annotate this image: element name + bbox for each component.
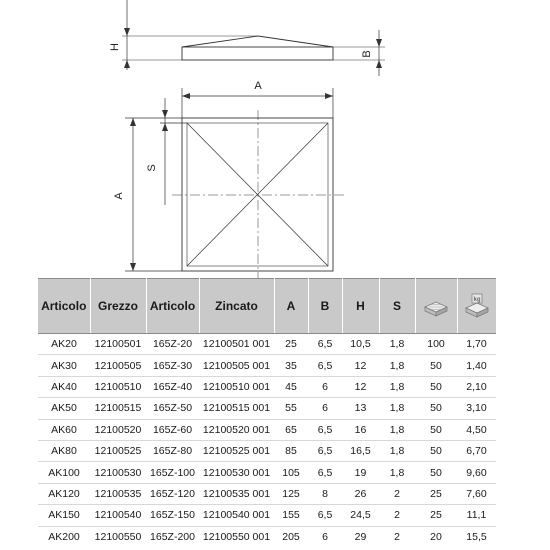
cell-weight: 3,10 [457,398,496,419]
header-articolo-grezzo: Articolo [38,279,90,334]
cell-s: 1,8 [379,462,415,483]
spec-table [38,278,496,547]
cell-h: 24,5 [342,505,379,526]
cell-articolo-zincato: 165Z-50 [146,398,199,419]
cell-h: 16,5 [342,440,379,461]
cell-a: 25 [274,334,308,355]
cell-a: 35 [274,355,308,376]
cell-zincato: 12100550 001 [202,530,271,543]
cell-s: 2 [379,505,415,526]
cell-articolo-zincato: 165Z-80 [146,440,199,461]
header-a: A [274,279,308,334]
cell-articolo-zincato: 165Z-20 [146,334,199,355]
table-row [38,483,496,504]
cell-zincato: 12100515 001 [199,398,274,419]
table-header-row [38,279,496,334]
cell-articolo-grezzo: AK200 [48,530,80,543]
cell-h: 16 [342,419,379,440]
weight-scale-icon [463,292,491,320]
svg-text:kg: kg [473,297,481,303]
cell-h: 12 [342,376,379,397]
label-b: B [361,50,373,58]
cell-quantity: 50 [415,355,457,376]
cell-articolo-grezzo: AK20 [38,334,90,355]
cell-grezzo: 12100540 [90,505,146,526]
cell-quantity: 25 [415,505,457,526]
plan-view [172,110,344,278]
cell-b: 6 [308,376,342,397]
cell-h: 10,5 [342,334,379,355]
header-h: H [342,279,379,334]
cell-articolo-zincato: 165Z-120 [146,483,199,504]
cell-quantity: 50 [415,419,457,440]
cell-zincato: 12100535 001 [199,483,274,504]
label-a-side: A [113,192,125,200]
cell-s: 1,8 [379,440,415,461]
cell-b: 6,5 [308,334,342,355]
cell-zincato: 12100525 001 [199,440,274,461]
cell-quantity: 50 [415,462,457,483]
cell-articolo-zincato: 165Z-40 [146,376,199,397]
cell-quantity: 50 [415,376,457,397]
cell-articolo-grezzo: AK120 [38,483,90,504]
table-row [38,355,496,376]
cell-articolo-grezzo: AK50 [38,398,90,419]
cell-zincato: 12100520 001 [199,419,274,440]
header-quantity [415,279,457,334]
cell-b: 8 [308,483,342,504]
cell-s: 1,8 [379,398,415,419]
cell-s: 1,8 [379,355,415,376]
boxes-quantity-icon [422,292,450,320]
cell-b: 6 [322,530,328,543]
table-row [38,526,496,547]
cell-zincato: 12100510 001 [199,376,274,397]
cell-h: 26 [342,483,379,504]
header-weight [457,279,496,334]
cell-weight: 2,10 [457,376,496,397]
cell-s: 1,8 [379,419,415,440]
cell-quantity: 100 [415,334,457,355]
cell-grezzo: 12100530 [90,462,146,483]
cell-grezzo: 12100535 [90,483,146,504]
cell-zincato: 12100540 001 [199,505,274,526]
header-grezzo: Grezzo [90,279,146,334]
cell-a: 205 [282,530,300,543]
cell-b: 6,5 [308,419,342,440]
cell-a: 105 [274,462,308,483]
cell-quantity: 50 [415,440,457,461]
cell-b: 6,5 [308,505,342,526]
cell-weight: 15,5 [466,530,487,543]
cell-weight: 4,50 [457,419,496,440]
cell-b: 6,5 [308,462,342,483]
cell-quantity: 25 [415,483,457,504]
cell-articolo-grezzo: AK150 [38,505,90,526]
cell-weight: 7,60 [457,483,496,504]
cell-grezzo: 12100505 [90,355,146,376]
cell-s: 2 [379,483,415,504]
header-b: B [308,279,342,334]
cell-weight: 1,70 [457,334,496,355]
cell-a: 125 [274,483,308,504]
table-row [38,505,496,526]
cell-a: 85 [274,440,308,461]
table-row [38,334,496,355]
cell-articolo-grezzo: AK40 [38,376,90,397]
dimension-s [160,98,187,205]
cell-h: 29 [354,530,367,543]
cell-h: 12 [342,355,379,376]
cell-b: 6 [308,398,342,419]
cell-zincato: 12100530 001 [199,462,274,483]
cell-articolo-zincato: 165Z-30 [146,355,199,376]
cell-zincato: 12100501 001 [199,334,274,355]
cell-articolo-grezzo: AK80 [38,440,90,461]
dimension-a-side [125,118,182,271]
label-s: S [146,164,158,172]
table-row [38,398,496,419]
cell-a: 55 [274,398,308,419]
cell-a: 65 [274,419,308,440]
cell-weight: 11,1 [457,505,496,526]
table-row [38,419,496,440]
dimension-a-top [182,88,333,118]
cell-grezzo: 12100520 [90,419,146,440]
cell-h: 19 [342,462,379,483]
label-h: H [109,43,121,51]
cell-grezzo: 12100525 [90,440,146,461]
header-articolo-zincato: Articolo [146,279,199,334]
cell-zincato: 12100505 001 [199,355,274,376]
cell-articolo-grezzo: AK30 [38,355,90,376]
cell-a: 45 [274,376,308,397]
header-s: S [379,279,415,334]
cell-articolo-zincato: 165Z-100 [146,462,199,483]
cell-weight: 6,70 [457,440,496,461]
table-row [38,376,496,397]
cell-weight: 9,60 [457,462,496,483]
side-view [122,0,385,76]
table-row [38,440,496,461]
cell-articolo-grezzo: AK60 [38,419,90,440]
cell-articolo-grezzo: AK100 [38,462,90,483]
cell-b: 6,5 [308,355,342,376]
cell-weight: 1,40 [457,355,496,376]
cell-articolo-zincato: 165Z-60 [146,419,199,440]
cell-grezzo: 12100515 [90,398,146,419]
table-row [38,462,496,483]
cell-b: 6,5 [308,440,342,461]
cell-grezzo: 12100501 [90,334,146,355]
cell-s: 2 [394,530,400,543]
cell-a: 155 [274,505,308,526]
cell-quantity: 50 [415,398,457,419]
label-a-top: A [254,80,262,92]
cell-s: 1,8 [379,334,415,355]
cell-grezzo: 12100550 [94,530,142,543]
cell-articolo-zincato: 165Z-150 [146,505,199,526]
header-zincato: Zincato [199,279,274,334]
table-body [38,334,496,547]
cell-quantity: 20 [430,530,442,543]
cell-grezzo: 12100510 [90,376,146,397]
cell-h: 13 [342,398,379,419]
cell-articolo-zincato: 165Z-200 [150,530,195,543]
cell-s: 1,8 [379,376,415,397]
